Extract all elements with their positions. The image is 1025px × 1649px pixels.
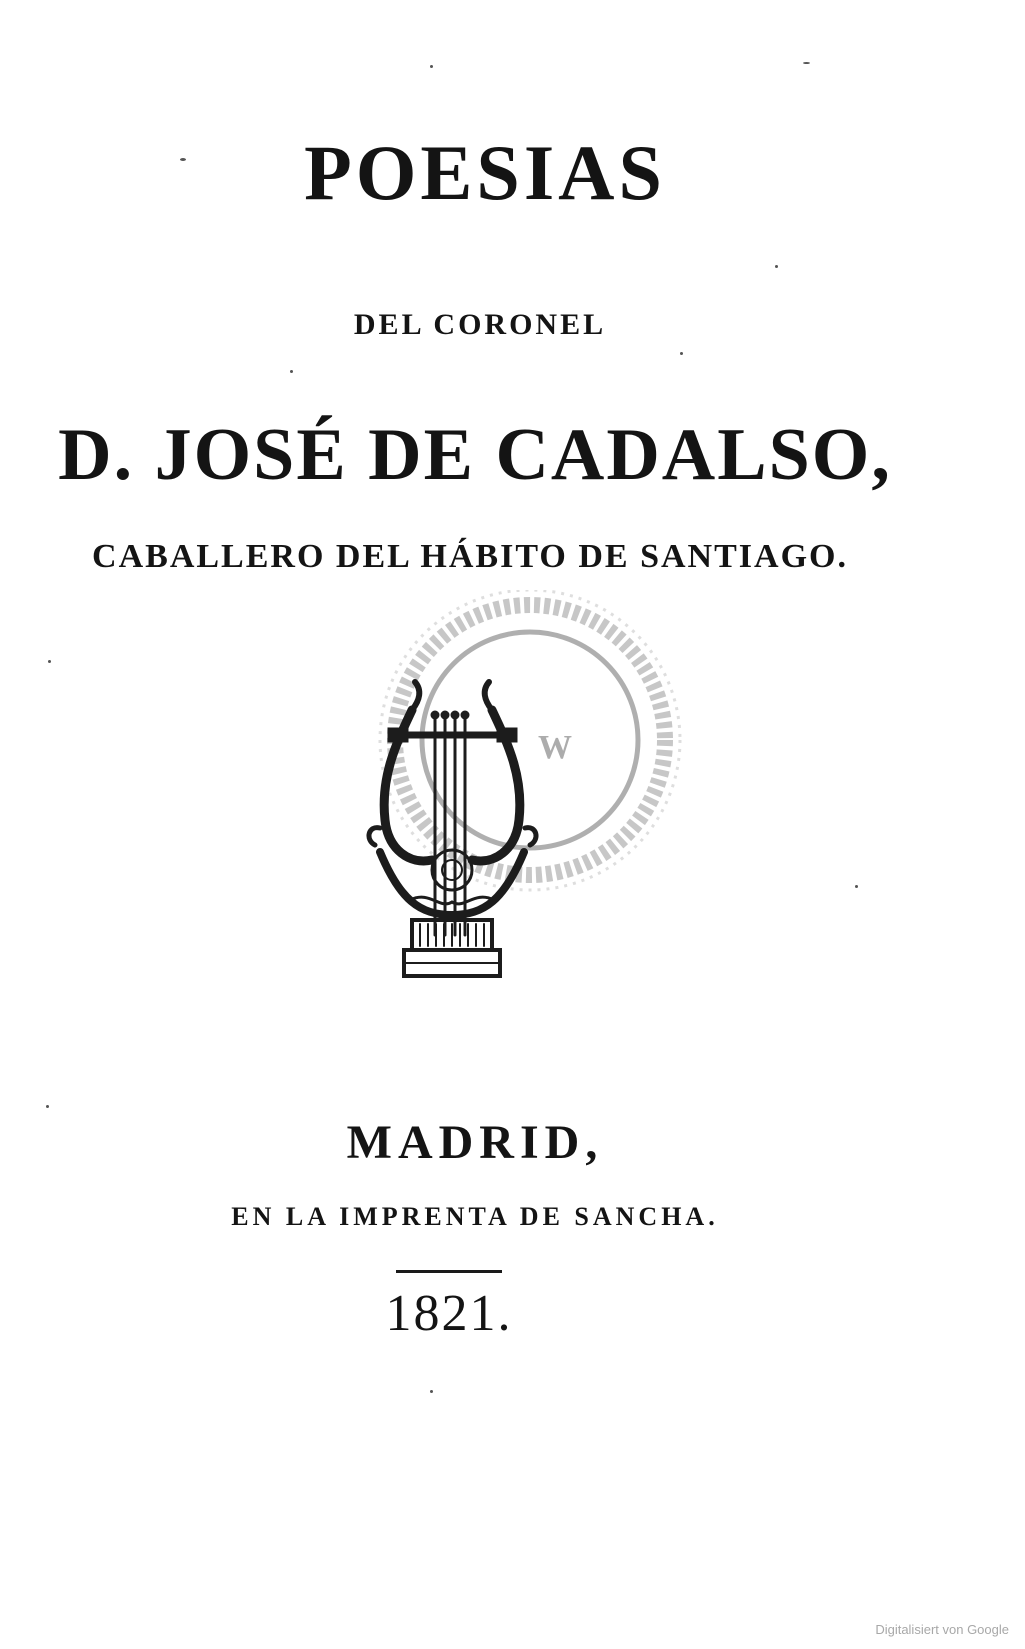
- scan-speck: [680, 352, 683, 355]
- scan-speck: [430, 65, 433, 68]
- scan-speck: [180, 158, 186, 161]
- author-name: D. JOSÉ DE CADALSO,: [58, 414, 892, 496]
- lyre-icon: [340, 590, 690, 990]
- digitization-watermark: Digitalisiert von Google: [875, 1622, 1009, 1637]
- scan-speck: [430, 1390, 433, 1393]
- author-rank: CABALLERO DEL HÁBITO DE SANTIAGO.: [92, 538, 848, 575]
- book-title: POESIAS: [304, 129, 666, 216]
- svg-text:W: W: [538, 729, 572, 766]
- scan-speck: [855, 885, 858, 888]
- publication-year: 1821.: [385, 1285, 513, 1342]
- printer-name: EN LA IMPRENTA DE SANCHA.: [231, 1202, 719, 1231]
- scan-speck: [290, 370, 293, 373]
- scan-speck: [46, 1105, 49, 1108]
- scan-speck: [803, 62, 810, 64]
- lyre-drawing: [369, 682, 536, 976]
- scan-speck: [775, 265, 778, 268]
- publication-place: MADRID,: [346, 1116, 604, 1169]
- author-intro: DEL CORONEL: [353, 308, 607, 341]
- scan-speck: [48, 660, 51, 663]
- divider-rule: [396, 1270, 502, 1273]
